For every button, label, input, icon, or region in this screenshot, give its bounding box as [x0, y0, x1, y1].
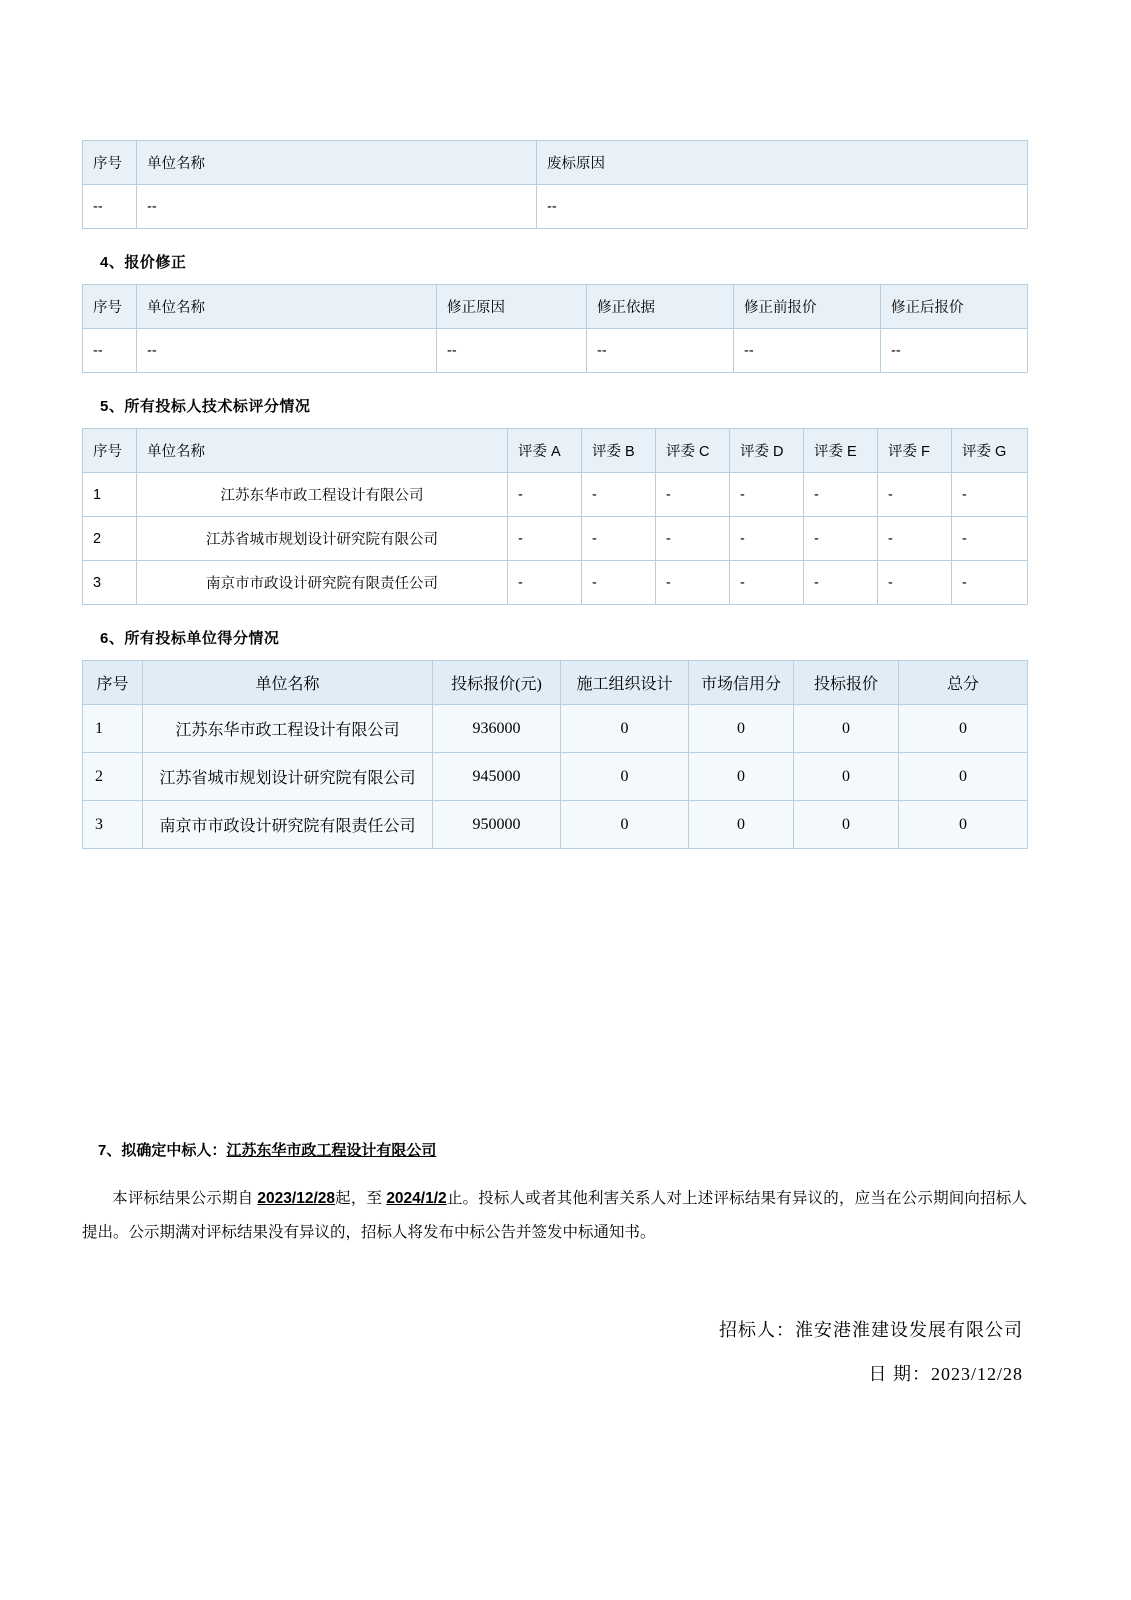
cell-judge-d: -: [730, 473, 804, 517]
column-header-correction-reason: 修正原因: [437, 285, 587, 329]
document-content: [82, 140, 1027, 1396]
cell-judge-b: -: [582, 517, 656, 561]
notice-date-end: 2024/1/2: [386, 1190, 447, 1207]
cell-judge-b: -: [582, 561, 656, 605]
cell-reason: --: [537, 185, 1028, 229]
cell-company: 南京市市政设计研究院有限责任公司: [137, 561, 508, 605]
section-title-total-scores: 6、所有投标单位得分情况: [100, 630, 280, 647]
cell-judge-a: -: [508, 561, 582, 605]
cell-judge-f: -: [878, 561, 952, 605]
table-header-row: [83, 429, 1028, 473]
cell-correction-reason: --: [437, 329, 587, 373]
cell-seq: 3: [83, 801, 143, 849]
date-label: 日 期：: [868, 1364, 931, 1384]
cell-seq: 1: [83, 705, 143, 753]
column-header-seq: 序号: [83, 141, 137, 185]
cell-judge-a: -: [508, 517, 582, 561]
cell-construction-design: 0: [561, 753, 689, 801]
notice-text-2: 起，至: [335, 1190, 383, 1207]
cell-total: 0: [899, 705, 1028, 753]
column-header-total: 总分: [899, 661, 1028, 705]
column-header-judge-f: 评委 F: [878, 429, 952, 473]
cell-judge-e: -: [804, 473, 878, 517]
blank-space: [82, 849, 1027, 1139]
column-header-company: 单位名称: [137, 285, 437, 329]
signature-block: [82, 1308, 1027, 1396]
cell-credit-score: 0: [689, 801, 794, 849]
column-header-price-before: 修正前报价: [734, 285, 881, 329]
column-header-construction-design: 施工组织设计: [561, 661, 689, 705]
cell-credit-score: 0: [689, 753, 794, 801]
notice-text-3: 止。投标人或者其他利害关系人对上述评标结果有异议的，应当在公示期间向招标人提出。公示期满对评标结果没有异议的，招标人将发布中标公告并签发中标通知书。: [82, 1190, 1027, 1241]
tenderer-name: 淮安港淮建设发展有限公司: [795, 1320, 1023, 1340]
cell-company: 江苏省城市规划设计研究院有限公司: [137, 517, 508, 561]
section-title-tech-scores: 5、所有投标人技术标评分情况: [100, 398, 311, 415]
table-row: [83, 561, 1028, 605]
column-header-company: 单位名称: [137, 429, 508, 473]
cell-bid-price: 950000: [433, 801, 561, 849]
table-row: [83, 329, 1028, 373]
tenderer-line: [82, 1308, 1023, 1352]
cell-seq: 3: [83, 561, 137, 605]
cell-judge-f: -: [878, 517, 952, 561]
table-row: [83, 185, 1028, 229]
column-header-credit-score: 市场信用分: [689, 661, 794, 705]
section-title-price-correction: 4、报价修正: [100, 254, 187, 271]
price-correction-table: [82, 284, 1028, 373]
cell-credit-score: 0: [689, 705, 794, 753]
cell-judge-d: -: [730, 517, 804, 561]
cell-judge-f: -: [878, 473, 952, 517]
table-header-row: [83, 285, 1028, 329]
column-header-price-after: 修正后报价: [881, 285, 1028, 329]
cell-bid-price-score: 0: [794, 705, 899, 753]
column-header-company: 单位名称: [143, 661, 433, 705]
cell-judge-g: -: [952, 473, 1028, 517]
cell-judge-e: -: [804, 517, 878, 561]
cell-total: 0: [899, 801, 1028, 849]
cell-correction-basis: --: [587, 329, 734, 373]
column-header-judge-g: 评委 G: [952, 429, 1028, 473]
cell-bid-price: 936000: [433, 705, 561, 753]
cell-seq: 1: [83, 473, 137, 517]
total-scores-table: [82, 660, 1028, 849]
cell-price-after: --: [881, 329, 1028, 373]
column-header-company: 单位名称: [137, 141, 537, 185]
cell-construction-design: 0: [561, 705, 689, 753]
table-header-row: [83, 141, 1028, 185]
cell-company: 南京市市政设计研究院有限责任公司: [143, 801, 433, 849]
cell-judge-d: -: [730, 561, 804, 605]
cell-company: 江苏东华市政工程设计有限公司: [137, 473, 508, 517]
column-header-judge-c: 评委 C: [656, 429, 730, 473]
cell-bid-price-score: 0: [794, 801, 899, 849]
table-row: [83, 517, 1028, 561]
cell-bid-price: 945000: [433, 753, 561, 801]
winner-label: 7、拟确定中标人：: [98, 1142, 227, 1159]
cell-company: 江苏省城市规划设计研究院有限公司: [143, 753, 433, 801]
invalid-bids-table: [82, 140, 1028, 229]
cell-company: 江苏东华市政工程设计有限公司: [143, 705, 433, 753]
column-header-seq: 序号: [83, 285, 137, 329]
cell-total: 0: [899, 753, 1028, 801]
tech-scores-table: [82, 428, 1028, 605]
cell-judge-g: -: [952, 561, 1028, 605]
column-header-judge-b: 评委 B: [582, 429, 656, 473]
cell-company: --: [137, 185, 537, 229]
cell-judge-a: -: [508, 473, 582, 517]
table-row: [83, 705, 1028, 753]
table-row: [83, 473, 1028, 517]
cell-judge-c: -: [656, 473, 730, 517]
table-row: [83, 753, 1028, 801]
column-header-judge-a: 评委 A: [508, 429, 582, 473]
cell-seq: --: [83, 329, 137, 373]
notice-date-start: 2023/12/28: [257, 1190, 335, 1207]
date-value: 2023/12/28: [930, 1364, 1023, 1384]
cell-bid-price-score: 0: [794, 753, 899, 801]
table-header-row: [83, 661, 1028, 705]
cell-judge-g: -: [952, 517, 1028, 561]
cell-price-before: --: [734, 329, 881, 373]
cell-judge-c: -: [656, 561, 730, 605]
winner-line: [98, 1139, 1027, 1160]
column-header-bid-price: 投标报价(元): [433, 661, 561, 705]
tenderer-label: 招标人：: [719, 1320, 795, 1340]
cell-seq: 2: [83, 517, 137, 561]
cell-seq: --: [83, 185, 137, 229]
column-header-judge-e: 评委 E: [804, 429, 878, 473]
winner-name: 江苏东华市政工程设计有限公司: [226, 1142, 437, 1159]
column-header-seq: 序号: [83, 429, 137, 473]
cell-judge-e: -: [804, 561, 878, 605]
notice-text-1: 本评标结果公示期自: [112, 1190, 254, 1207]
cell-judge-c: -: [656, 517, 730, 561]
column-header-seq: 序号: [83, 661, 143, 705]
notice-paragraph: [82, 1182, 1027, 1250]
table-row: [83, 801, 1028, 849]
column-header-judge-d: 评委 D: [730, 429, 804, 473]
column-header-reason: 废标原因: [537, 141, 1028, 185]
cell-seq: 2: [83, 753, 143, 801]
column-header-correction-basis: 修正依据: [587, 285, 734, 329]
date-line: [82, 1352, 1023, 1396]
cell-company: --: [137, 329, 437, 373]
column-header-bid-price-score: 投标报价: [794, 661, 899, 705]
cell-construction-design: 0: [561, 801, 689, 849]
cell-judge-b: -: [582, 473, 656, 517]
